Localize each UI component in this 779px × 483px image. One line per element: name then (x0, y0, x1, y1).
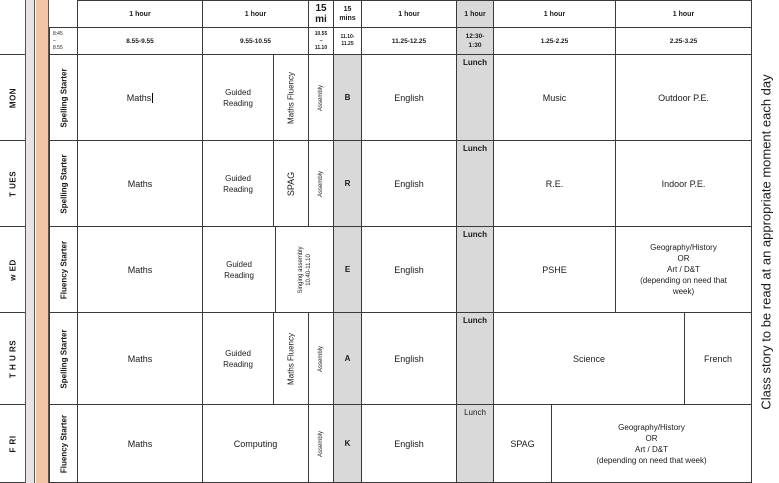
day-label-wed: w ED (0, 226, 25, 313)
cell-thurs-s7: French (684, 312, 752, 405)
header-duration-s2: 1 hour (202, 0, 309, 28)
cell-thurs-maths-fluency: Maths Fluency (273, 312, 309, 405)
text-cursor (152, 93, 153, 103)
cell-wed-s6: PSHE (493, 226, 616, 313)
cell-mon-guided-reading: Guided Reading (202, 54, 274, 141)
cell-mon-s1: Maths (77, 54, 203, 141)
cell-fri-assembly: Assembly (308, 404, 334, 483)
cell-thurs-break-letter: A (333, 312, 362, 405)
cell-fri-computing: Computing (202, 404, 309, 483)
side-note: Class story to be read at an appropriate moment each day (758, 73, 773, 410)
cell-mon-s4: English (361, 54, 457, 141)
cell-tues-guided-reading: Guided Reading (202, 140, 274, 227)
header-time-s2: 9.55-10.55 (202, 27, 309, 55)
cell-thurs-s4: English (361, 312, 457, 405)
side-note-column (751, 0, 779, 483)
header-duration-s4: 1 hour (361, 0, 457, 28)
cell-mon-s6: Music (493, 54, 616, 141)
cell-wed-s7: Geography/History OR Art / D&T (depending on need that week) (615, 226, 752, 313)
header-time-break: 11.10- 11.25 (333, 27, 362, 55)
cell-fri-s7: Geography/History OR Art / D&T (depending on need that week) (551, 404, 752, 483)
cell-thurs-assembly: Assembly (308, 312, 334, 405)
cell-fri-break-letter: K (333, 404, 362, 483)
cell-tues-s7: Indoor P.E. (615, 140, 752, 227)
cell-tues-spag: SPAG (273, 140, 309, 227)
cell-mon-s7: Outdoor P.E. (615, 54, 752, 141)
cell-tues-break-letter: R (333, 140, 362, 227)
day-label-fri: F RI (0, 404, 25, 483)
header-duration-s7: 1 hour (615, 0, 752, 28)
cell-wed-guided-reading: Guided Reading (202, 226, 276, 313)
cell-tues-lunch: Lunch (456, 140, 494, 227)
cell-thurs-s1: Maths (77, 312, 203, 405)
cell-tues-s6: R.E. (493, 140, 616, 227)
header-time-register: 8:45 – 8.55 (49, 27, 78, 55)
starter-fri: Fluency Starter (49, 404, 78, 483)
header-time-assembly: 10.55 – 11.10 (308, 27, 334, 55)
cell-thurs-s6: Science (493, 312, 685, 405)
header-duration-s6: 1 hour (493, 0, 616, 28)
margin-stripe-peach (36, 0, 49, 483)
cell-fri-s1: Maths (77, 404, 203, 483)
cell-mon-lunch: Lunch (456, 54, 494, 141)
header-time-s6: 1.25-2.25 (493, 27, 616, 55)
cell-mon-assembly: Assembly (308, 54, 334, 141)
cell-fri-s4: English (361, 404, 457, 483)
day-label-tues: T UES (0, 140, 25, 227)
starter-tues: Spelling Starter (49, 140, 78, 227)
header-time-s4: 11.25-12.25 (361, 27, 457, 55)
cell-wed-s1: Maths (77, 226, 203, 313)
starter-mon: Spelling Starter (49, 54, 78, 141)
cell-thurs-lunch: Lunch (456, 312, 494, 405)
cell-wed-singing-assembly: Singing assembly 10.40-11.10 (275, 226, 334, 313)
cell-fri-lunch: Lunch (456, 404, 494, 483)
day-label-thurs: T H U RS (0, 312, 25, 405)
header-duration-assembly: 15 mi (308, 0, 334, 28)
header-duration-lunch: 1 hour (456, 0, 494, 28)
header-time-lunch: 12:30- 1:30 (456, 27, 494, 55)
cell-thurs-guided-reading: Guided Reading (202, 312, 274, 405)
cell-mon-break-letter: B (333, 54, 362, 141)
cell-fri-s6: SPAG (493, 404, 552, 483)
starter-wed: Fluency Starter (49, 226, 78, 313)
cell-wed-s4: English (361, 226, 457, 313)
header-time-s7: 2.25-3.25 (615, 27, 752, 55)
header-time-s1: 8.55-9.55 (77, 27, 203, 55)
day-label-mon: MON (0, 54, 25, 141)
cell-tues-s4: English (361, 140, 457, 227)
cell-wed-break-letter: E (333, 226, 362, 313)
margin-stripe-gray (25, 0, 35, 483)
cell-tues-assembly: Assembly (308, 140, 334, 227)
cell-mon-maths-fluency: Maths Fluency (273, 54, 309, 141)
cell-wed-lunch: Lunch (456, 226, 494, 313)
header-duration-break: 15 mins (333, 0, 362, 28)
header-duration-s1: 1 hour (77, 0, 203, 28)
starter-thurs: Spelling Starter (49, 312, 78, 405)
cell-tues-s1: Maths (77, 140, 203, 227)
